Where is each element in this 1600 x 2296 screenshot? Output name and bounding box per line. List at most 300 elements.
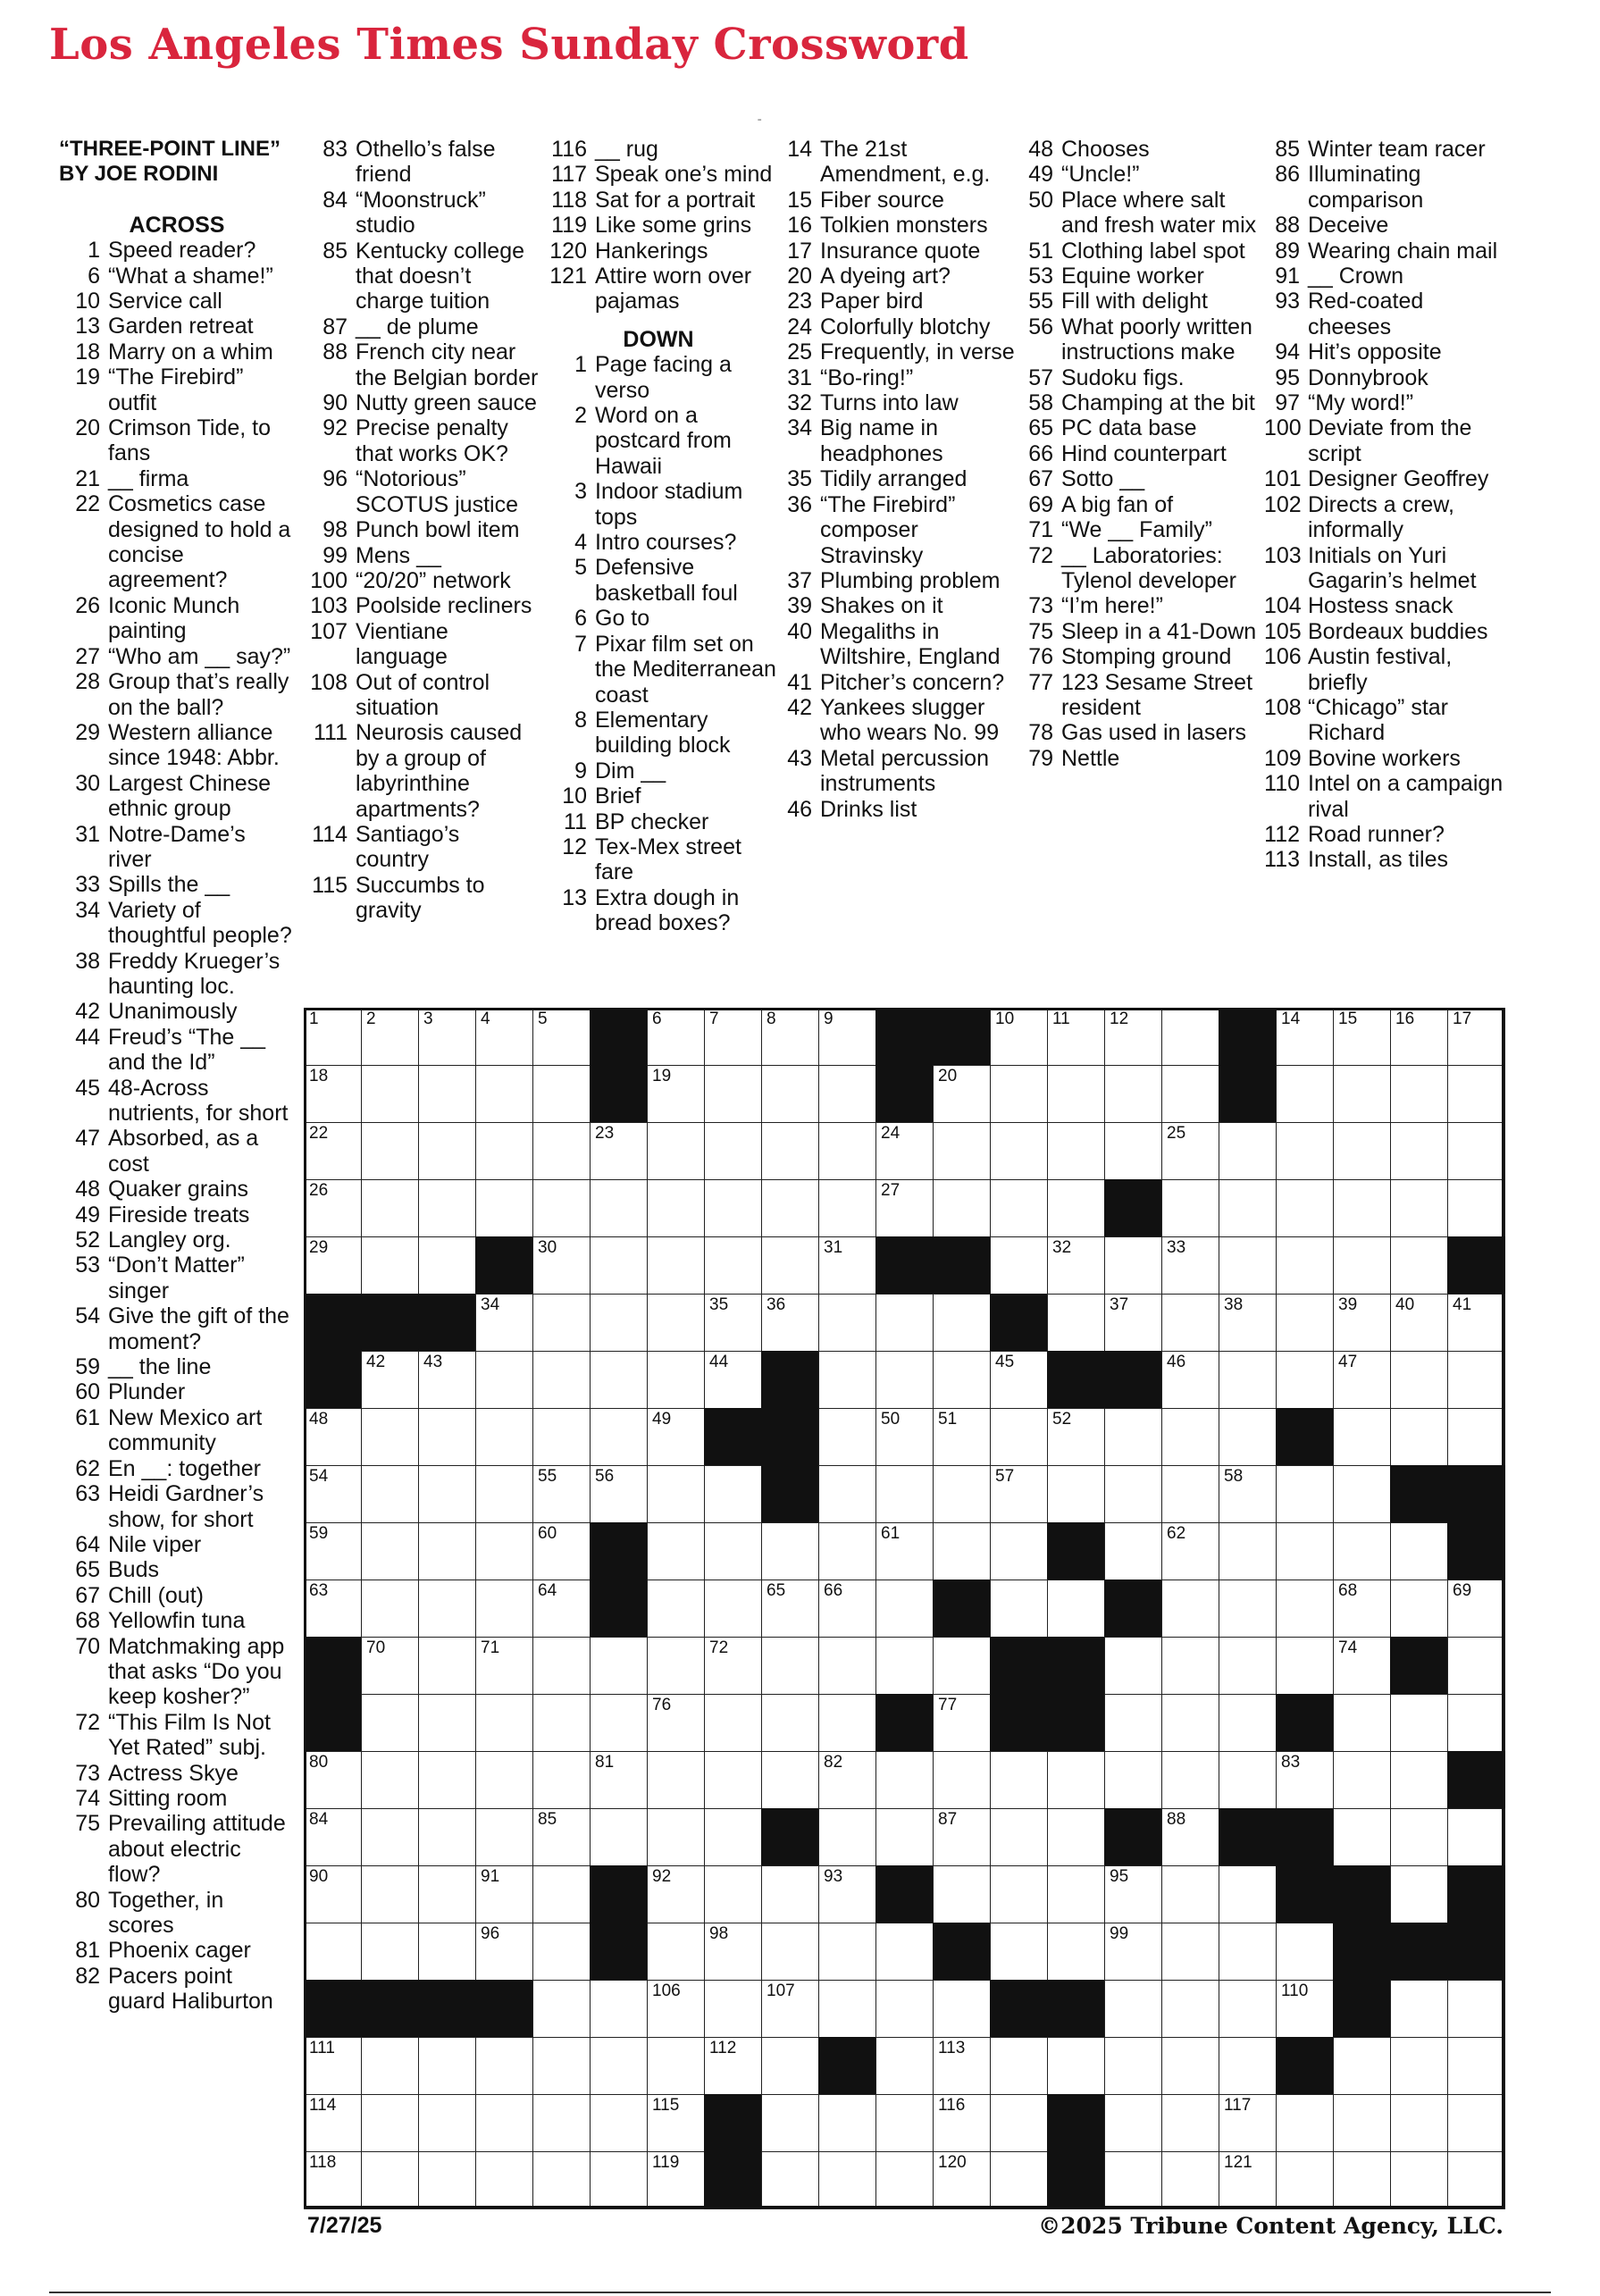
grid-cell[interactable] xyxy=(304,1865,362,1923)
grid-cell[interactable] xyxy=(532,1923,591,1981)
grid-cell[interactable] xyxy=(304,2037,362,2095)
grid-cell[interactable] xyxy=(875,1122,934,1180)
grid-cell[interactable] xyxy=(1447,1122,1505,1180)
grid-cell[interactable] xyxy=(361,1637,419,1695)
grid-cell[interactable] xyxy=(475,1465,533,1523)
grid-cell[interactable] xyxy=(1104,1751,1162,1809)
grid-cell[interactable] xyxy=(418,1122,476,1180)
grid-cell[interactable] xyxy=(818,1751,876,1809)
grid-cell[interactable] xyxy=(875,1923,934,1981)
grid-cell[interactable] xyxy=(1276,2151,1334,2209)
grid-cell[interactable] xyxy=(532,1351,591,1409)
grid-cell[interactable] xyxy=(418,1408,476,1466)
grid-cell[interactable] xyxy=(418,1808,476,1866)
grid-cell[interactable] xyxy=(361,2151,419,2209)
grid-cell[interactable] xyxy=(1161,1808,1219,1866)
grid-cell[interactable] xyxy=(1047,1008,1105,1066)
grid-cell[interactable] xyxy=(361,1694,419,1752)
grid-cell[interactable] xyxy=(818,1236,876,1295)
grid-cell[interactable] xyxy=(704,1923,762,1981)
grid-cell[interactable] xyxy=(1047,1865,1105,1923)
grid-cell[interactable] xyxy=(1333,1694,1391,1752)
grid-cell[interactable] xyxy=(704,1122,762,1180)
grid-cell[interactable] xyxy=(875,1751,934,1809)
grid-cell[interactable] xyxy=(761,1294,819,1352)
grid-cell[interactable] xyxy=(1047,1122,1105,1180)
grid-cell[interactable] xyxy=(475,2151,533,2209)
grid-cell[interactable] xyxy=(1161,1351,1219,1409)
grid-cell[interactable] xyxy=(647,2151,705,2209)
grid-cell[interactable] xyxy=(761,1236,819,1295)
grid-cell[interactable] xyxy=(1161,1236,1219,1295)
grid-cell[interactable] xyxy=(990,1008,1048,1066)
grid-cell[interactable] xyxy=(647,1351,705,1409)
grid-cell[interactable] xyxy=(1104,1465,1162,1523)
grid-cell[interactable] xyxy=(647,1865,705,1923)
grid-cell[interactable] xyxy=(1047,1179,1105,1237)
grid-cell[interactable] xyxy=(933,1351,991,1409)
grid-cell[interactable] xyxy=(647,1808,705,1866)
grid-cell[interactable] xyxy=(761,1580,819,1638)
grid-cell[interactable] xyxy=(990,1865,1048,1923)
grid-cell[interactable] xyxy=(532,1751,591,1809)
grid-cell[interactable] xyxy=(1276,1236,1334,1295)
grid-cell[interactable] xyxy=(1219,1580,1277,1638)
grid-cell[interactable] xyxy=(1104,1236,1162,1295)
grid-cell[interactable] xyxy=(1447,2094,1505,2152)
grid-cell[interactable] xyxy=(361,2037,419,2095)
grid-cell[interactable] xyxy=(818,1694,876,1752)
grid-cell[interactable] xyxy=(1161,1465,1219,1523)
grid-cell[interactable] xyxy=(647,1980,705,2038)
grid-cell[interactable] xyxy=(990,1522,1048,1580)
grid-cell[interactable] xyxy=(704,1637,762,1695)
grid-cell[interactable] xyxy=(818,1465,876,1523)
grid-cell[interactable] xyxy=(475,2037,533,2095)
grid-cell[interactable] xyxy=(361,1351,419,1409)
grid-cell[interactable] xyxy=(532,1408,591,1466)
grid-cell[interactable] xyxy=(990,2094,1048,2152)
grid-cell[interactable] xyxy=(875,1808,934,1866)
grid-cell[interactable] xyxy=(1161,1522,1219,1580)
grid-cell[interactable] xyxy=(1333,1808,1391,1866)
grid-cell[interactable] xyxy=(590,1980,648,2038)
grid-cell[interactable] xyxy=(304,1179,362,1237)
grid-cell[interactable] xyxy=(532,1580,591,1638)
grid-cell[interactable] xyxy=(1390,1980,1448,2038)
grid-cell[interactable] xyxy=(418,2094,476,2152)
grid-cell[interactable] xyxy=(361,1236,419,1295)
grid-cell[interactable] xyxy=(704,1179,762,1237)
grid-cell[interactable] xyxy=(1447,1008,1505,1066)
grid-cell[interactable] xyxy=(704,1865,762,1923)
grid-cell[interactable] xyxy=(1333,1122,1391,1180)
grid-cell[interactable] xyxy=(990,1122,1048,1180)
grid-cell[interactable] xyxy=(1104,1923,1162,1981)
grid-cell[interactable] xyxy=(990,1923,1048,1981)
grid-cell[interactable] xyxy=(590,2037,648,2095)
grid-cell[interactable] xyxy=(818,1065,876,1123)
grid-cell[interactable] xyxy=(990,1351,1048,1409)
grid-cell[interactable] xyxy=(1276,1580,1334,1638)
grid-cell[interactable] xyxy=(590,1294,648,1352)
grid-cell[interactable] xyxy=(532,1122,591,1180)
grid-cell[interactable] xyxy=(532,2037,591,2095)
grid-cell[interactable] xyxy=(875,1980,934,2038)
grid-cell[interactable] xyxy=(475,1808,533,1866)
grid-cell[interactable] xyxy=(875,2151,934,2209)
grid-cell[interactable] xyxy=(1276,1351,1334,1409)
grid-cell[interactable] xyxy=(1447,2037,1505,2095)
grid-cell[interactable] xyxy=(590,1694,648,1752)
grid-cell[interactable] xyxy=(647,1008,705,1066)
grid-cell[interactable] xyxy=(418,2151,476,2209)
grid-cell[interactable] xyxy=(361,1923,419,1981)
grid-cell[interactable] xyxy=(1447,1580,1505,1638)
grid-cell[interactable] xyxy=(304,1751,362,1809)
grid-cell[interactable] xyxy=(1047,1580,1105,1638)
grid-cell[interactable] xyxy=(933,1637,991,1695)
grid-cell[interactable] xyxy=(418,1351,476,1409)
grid-cell[interactable] xyxy=(418,1580,476,1638)
grid-cell[interactable] xyxy=(875,1179,934,1237)
grid-cell[interactable] xyxy=(1161,1008,1219,1066)
grid-cell[interactable] xyxy=(1219,1751,1277,1809)
grid-cell[interactable] xyxy=(875,1408,934,1466)
grid-cell[interactable] xyxy=(418,2037,476,2095)
grid-cell[interactable] xyxy=(532,1865,591,1923)
grid-cell[interactable] xyxy=(304,2151,362,2209)
grid-cell[interactable] xyxy=(647,1122,705,1180)
grid-cell[interactable] xyxy=(761,1865,819,1923)
grid-cell[interactable] xyxy=(704,1694,762,1752)
grid-cell[interactable] xyxy=(1333,2151,1391,2209)
grid-cell[interactable] xyxy=(933,1751,991,1809)
grid-cell[interactable] xyxy=(1390,1294,1448,1352)
grid-cell[interactable] xyxy=(990,1580,1048,1638)
grid-cell[interactable] xyxy=(1333,1751,1391,1809)
grid-cell[interactable] xyxy=(647,1065,705,1123)
grid-cell[interactable] xyxy=(304,1808,362,1866)
grid-cell[interactable] xyxy=(532,1179,591,1237)
grid-cell[interactable] xyxy=(1276,1179,1334,1237)
grid-cell[interactable] xyxy=(418,1865,476,1923)
grid-cell[interactable] xyxy=(1161,2037,1219,2095)
grid-cell[interactable] xyxy=(1219,1294,1277,1352)
grid-cell[interactable] xyxy=(475,1580,533,1638)
grid-cell[interactable] xyxy=(1104,1694,1162,1752)
grid-cell[interactable] xyxy=(1333,1465,1391,1523)
grid-cell[interactable] xyxy=(1447,1065,1505,1123)
grid-cell[interactable] xyxy=(875,1294,934,1352)
grid-cell[interactable] xyxy=(1390,1122,1448,1180)
grid-cell[interactable] xyxy=(1447,1408,1505,1466)
grid-cell[interactable] xyxy=(1390,1008,1448,1066)
grid-cell[interactable] xyxy=(418,1923,476,1981)
grid-cell[interactable] xyxy=(1161,1865,1219,1923)
grid-cell[interactable] xyxy=(361,1751,419,1809)
grid-cell[interactable] xyxy=(647,1580,705,1638)
grid-cell[interactable] xyxy=(1219,1351,1277,1409)
grid-cell[interactable] xyxy=(647,1236,705,1295)
grid-cell[interactable] xyxy=(1047,1065,1105,1123)
grid-cell[interactable] xyxy=(704,1294,762,1352)
grid-cell[interactable] xyxy=(1447,1694,1505,1752)
grid-cell[interactable] xyxy=(1276,1751,1334,1809)
grid-cell[interactable] xyxy=(1104,1122,1162,1180)
grid-cell[interactable] xyxy=(1104,1522,1162,1580)
grid-cell[interactable] xyxy=(1104,2151,1162,2209)
grid-cell[interactable] xyxy=(933,2037,991,2095)
grid-cell[interactable] xyxy=(475,1122,533,1180)
grid-cell[interactable] xyxy=(1047,1465,1105,1523)
grid-cell[interactable] xyxy=(475,2094,533,2152)
grid-cell[interactable] xyxy=(1219,1408,1277,1466)
grid-cell[interactable] xyxy=(532,1694,591,1752)
grid-cell[interactable] xyxy=(532,1808,591,1866)
grid-cell[interactable] xyxy=(475,1637,533,1695)
grid-cell[interactable] xyxy=(1161,1408,1219,1466)
grid-cell[interactable] xyxy=(1104,1980,1162,2038)
grid-cell[interactable] xyxy=(990,1065,1048,1123)
grid-cell[interactable] xyxy=(1390,1179,1448,1237)
grid-cell[interactable] xyxy=(1161,2151,1219,2209)
grid-cell[interactable] xyxy=(704,1465,762,1523)
grid-cell[interactable] xyxy=(1219,1865,1277,1923)
grid-cell[interactable] xyxy=(933,1122,991,1180)
grid-cell[interactable] xyxy=(418,1694,476,1752)
grid-cell[interactable] xyxy=(761,2037,819,2095)
grid-cell[interactable] xyxy=(990,2151,1048,2209)
grid-cell[interactable] xyxy=(818,1522,876,1580)
grid-cell[interactable] xyxy=(704,1522,762,1580)
grid-cell[interactable] xyxy=(304,1065,362,1123)
grid-cell[interactable] xyxy=(590,1808,648,1866)
grid-cell[interactable] xyxy=(1333,1065,1391,1123)
grid-cell[interactable] xyxy=(532,1065,591,1123)
grid-cell[interactable] xyxy=(704,1980,762,2038)
grid-cell[interactable] xyxy=(475,1408,533,1466)
grid-cell[interactable] xyxy=(761,1522,819,1580)
grid-cell[interactable] xyxy=(818,1865,876,1923)
grid-cell[interactable] xyxy=(304,1236,362,1295)
grid-cell[interactable] xyxy=(418,1065,476,1123)
grid-cell[interactable] xyxy=(590,1465,648,1523)
grid-cell[interactable] xyxy=(1219,1236,1277,1295)
grid-cell[interactable] xyxy=(818,1008,876,1066)
grid-cell[interactable] xyxy=(933,1694,991,1752)
grid-cell[interactable] xyxy=(1333,1179,1391,1237)
grid-cell[interactable] xyxy=(532,2094,591,2152)
grid-cell[interactable] xyxy=(704,1580,762,1638)
grid-cell[interactable] xyxy=(818,1637,876,1695)
grid-cell[interactable] xyxy=(704,1008,762,1066)
grid-cell[interactable] xyxy=(1447,1980,1505,2038)
grid-cell[interactable] xyxy=(875,1637,934,1695)
grid-cell[interactable] xyxy=(532,2151,591,2209)
grid-cell[interactable] xyxy=(1219,2094,1277,2152)
grid-cell[interactable] xyxy=(1333,1008,1391,1066)
grid-cell[interactable] xyxy=(933,1408,991,1466)
grid-cell[interactable] xyxy=(1276,1008,1334,1066)
grid-cell[interactable] xyxy=(1390,2094,1448,2152)
grid-cell[interactable] xyxy=(475,1008,533,1066)
grid-cell[interactable] xyxy=(1104,1065,1162,1123)
grid-cell[interactable] xyxy=(1161,1923,1219,1981)
grid-cell[interactable] xyxy=(475,1923,533,1981)
grid-cell[interactable] xyxy=(1047,1808,1105,1866)
grid-cell[interactable] xyxy=(475,1294,533,1352)
grid-cell[interactable] xyxy=(761,1008,819,1066)
grid-cell[interactable] xyxy=(761,2094,819,2152)
grid-cell[interactable] xyxy=(990,1179,1048,1237)
grid-cell[interactable] xyxy=(875,1351,934,1409)
grid-cell[interactable] xyxy=(590,1408,648,1466)
grid-cell[interactable] xyxy=(361,1122,419,1180)
grid-cell[interactable] xyxy=(933,1465,991,1523)
grid-cell[interactable] xyxy=(1333,1580,1391,1638)
grid-cell[interactable] xyxy=(361,1008,419,1066)
grid-cell[interactable] xyxy=(933,2094,991,2152)
grid-cell[interactable] xyxy=(647,1179,705,1237)
grid-cell[interactable] xyxy=(1390,1408,1448,1466)
grid-cell[interactable] xyxy=(1333,2037,1391,2095)
grid-cell[interactable] xyxy=(1161,1580,1219,1638)
grid-cell[interactable] xyxy=(818,1580,876,1638)
grid-cell[interactable] xyxy=(361,1808,419,1866)
grid-cell[interactable] xyxy=(647,1294,705,1352)
grid-cell[interactable] xyxy=(304,1008,362,1066)
grid-cell[interactable] xyxy=(418,1236,476,1295)
grid-cell[interactable] xyxy=(1104,1865,1162,1923)
grid-cell[interactable] xyxy=(532,1980,591,2038)
grid-cell[interactable] xyxy=(590,2151,648,2209)
grid-cell[interactable] xyxy=(304,1122,362,1180)
grid-cell[interactable] xyxy=(1047,1294,1105,1352)
grid-cell[interactable] xyxy=(990,1751,1048,1809)
grid-cell[interactable] xyxy=(418,1008,476,1066)
grid-cell[interactable] xyxy=(1104,1408,1162,1466)
grid-cell[interactable] xyxy=(818,1923,876,1981)
grid-cell[interactable] xyxy=(1333,1522,1391,1580)
grid-cell[interactable] xyxy=(304,1923,362,1981)
grid-cell[interactable] xyxy=(361,2094,419,2152)
grid-cell[interactable] xyxy=(361,1408,419,1466)
grid-cell[interactable] xyxy=(1390,1065,1448,1123)
grid-cell[interactable] xyxy=(761,1637,819,1695)
grid-cell[interactable] xyxy=(532,1522,591,1580)
grid-cell[interactable] xyxy=(1276,1294,1334,1352)
grid-cell[interactable] xyxy=(933,1294,991,1352)
grid-cell[interactable] xyxy=(818,1408,876,1466)
grid-cell[interactable] xyxy=(418,1751,476,1809)
grid-cell[interactable] xyxy=(1390,1522,1448,1580)
grid-cell[interactable] xyxy=(1447,2151,1505,2209)
grid-cell[interactable] xyxy=(761,1065,819,1123)
grid-cell[interactable] xyxy=(1333,1637,1391,1695)
grid-cell[interactable] xyxy=(475,1351,533,1409)
grid-cell[interactable] xyxy=(1333,1294,1391,1352)
grid-cell[interactable] xyxy=(1276,2094,1334,2152)
grid-cell[interactable] xyxy=(818,2151,876,2209)
grid-cell[interactable] xyxy=(1447,1637,1505,1695)
grid-cell[interactable] xyxy=(818,1179,876,1237)
grid-cell[interactable] xyxy=(418,1465,476,1523)
grid-cell[interactable] xyxy=(1447,1808,1505,1866)
grid-cell[interactable] xyxy=(647,2037,705,2095)
grid-cell[interactable] xyxy=(590,1751,648,1809)
grid-cell[interactable] xyxy=(933,1522,991,1580)
grid-cell[interactable] xyxy=(532,1294,591,1352)
grid-cell[interactable] xyxy=(1276,1122,1334,1180)
grid-cell[interactable] xyxy=(1390,1351,1448,1409)
grid-cell[interactable] xyxy=(647,1923,705,1981)
grid-cell[interactable] xyxy=(1333,1408,1391,1466)
grid-cell[interactable] xyxy=(532,1637,591,1695)
grid-cell[interactable] xyxy=(1047,1923,1105,1981)
grid-cell[interactable] xyxy=(1219,1122,1277,1180)
grid-cell[interactable] xyxy=(1219,1522,1277,1580)
grid-cell[interactable] xyxy=(933,2151,991,2209)
grid-cell[interactable] xyxy=(761,1751,819,1809)
grid-cell[interactable] xyxy=(647,1465,705,1523)
grid-cell[interactable] xyxy=(532,1236,591,1295)
grid-cell[interactable] xyxy=(875,1522,934,1580)
grid-cell[interactable] xyxy=(304,2094,362,2152)
grid-cell[interactable] xyxy=(1161,1179,1219,1237)
grid-cell[interactable] xyxy=(361,1065,419,1123)
grid-cell[interactable] xyxy=(590,1179,648,1237)
grid-cell[interactable] xyxy=(1161,1122,1219,1180)
grid-cell[interactable] xyxy=(1047,2037,1105,2095)
grid-cell[interactable] xyxy=(304,1408,362,1466)
grid-cell[interactable] xyxy=(1219,1637,1277,1695)
grid-cell[interactable] xyxy=(990,1465,1048,1523)
grid-cell[interactable] xyxy=(475,1179,533,1237)
grid-cell[interactable] xyxy=(1104,2037,1162,2095)
grid-cell[interactable] xyxy=(418,1179,476,1237)
grid-cell[interactable] xyxy=(704,1751,762,1809)
grid-cell[interactable] xyxy=(475,1065,533,1123)
grid-cell[interactable] xyxy=(761,1694,819,1752)
grid-cell[interactable] xyxy=(532,1465,591,1523)
grid-cell[interactable] xyxy=(933,1065,991,1123)
grid-cell[interactable] xyxy=(818,1351,876,1409)
grid-cell[interactable] xyxy=(875,2037,934,2095)
grid-cell[interactable] xyxy=(1390,2151,1448,2209)
grid-cell[interactable] xyxy=(1047,1751,1105,1809)
grid-cell[interactable] xyxy=(875,2094,934,2152)
grid-cell[interactable] xyxy=(1276,1065,1334,1123)
grid-cell[interactable] xyxy=(361,1865,419,1923)
grid-cell[interactable] xyxy=(704,2037,762,2095)
grid-cell[interactable] xyxy=(590,2094,648,2152)
grid-cell[interactable] xyxy=(1447,1179,1505,1237)
grid-cell[interactable] xyxy=(875,1580,934,1638)
grid-cell[interactable] xyxy=(1390,2037,1448,2095)
grid-cell[interactable] xyxy=(1390,1580,1448,1638)
grid-cell[interactable] xyxy=(475,1522,533,1580)
grid-cell[interactable] xyxy=(1161,1694,1219,1752)
grid-cell[interactable] xyxy=(1333,1351,1391,1409)
grid-cell[interactable] xyxy=(1219,1923,1277,1981)
grid-cell[interactable] xyxy=(1390,1808,1448,1866)
grid-cell[interactable] xyxy=(990,1236,1048,1295)
grid-cell[interactable] xyxy=(761,2151,819,2209)
grid-cell[interactable] xyxy=(1161,1065,1219,1123)
grid-cell[interactable] xyxy=(1447,1351,1505,1409)
grid-cell[interactable] xyxy=(818,1122,876,1180)
